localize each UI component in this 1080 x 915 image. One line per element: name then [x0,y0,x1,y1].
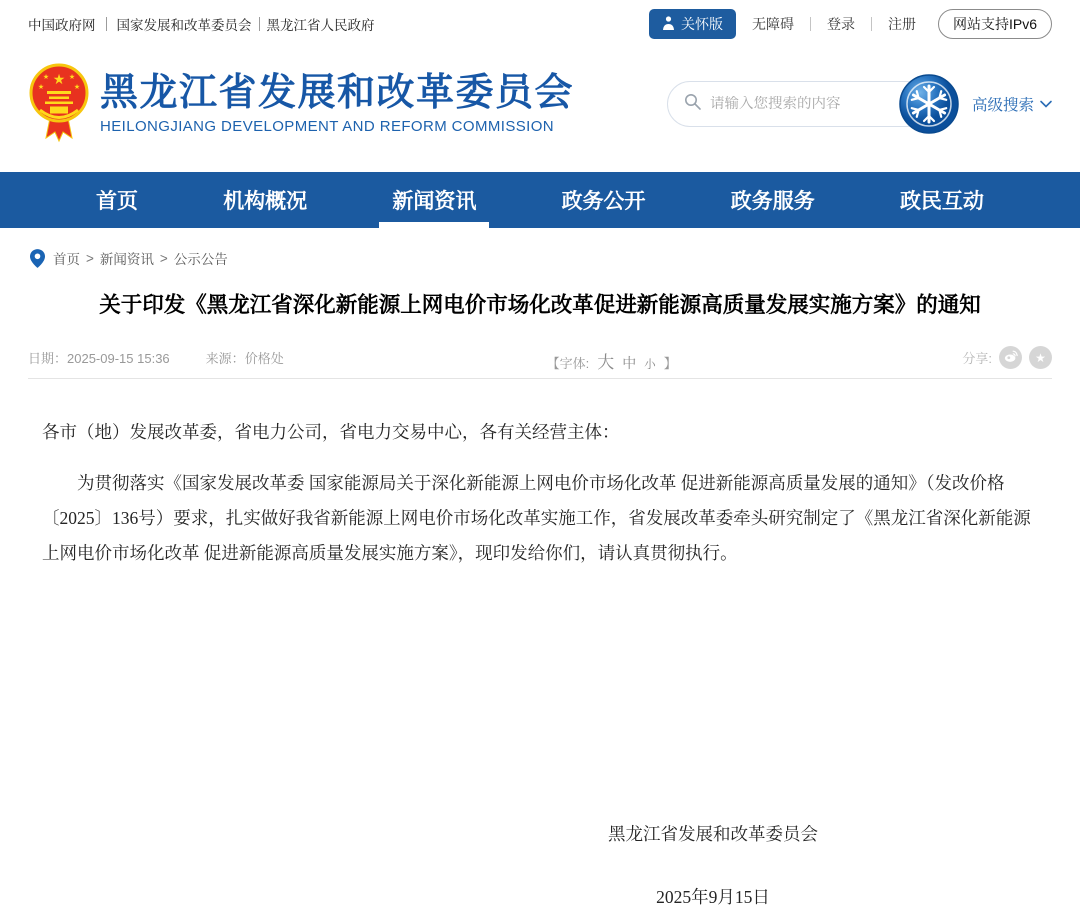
breadcrumb-home[interactable]: 首页 [53,252,80,267]
top-utility-bar [0,0,1080,48]
nav-item-interaction[interactable]: 政民互动 [899,190,984,213]
link-hlj-gov[interactable]: 黑龙江省人民政府 [266,18,375,33]
accessibility-link[interactable]: 无障碍 [751,16,794,32]
nav-item-home[interactable]: 首页 [96,190,138,213]
divider [871,17,872,31]
font-size-small-button[interactable]: 小 [644,359,656,372]
location-pin-icon [30,249,45,268]
advanced-search-label: 高级搜索 [971,97,1034,114]
date-label: 日期： [28,351,68,367]
font-widget-close: 】 [663,356,677,372]
article-meta [28,346,1052,373]
site-title-english: HEILONGJIANG DEVELOPMENT AND REFORM COMMISSION [100,118,555,136]
site-brand [100,73,574,136]
font-size-medium-button[interactable]: 中 [622,355,637,372]
signature-name: 黑龙江省发展和改革委员会 [608,824,818,845]
article-paragraph: 为贯彻落实《国家发展改革委 国家能源局关于深化新能源上网电价市场化改革 促进新能源高质量发展的通知》（发改价格〔2025〕136号）要求，扎实做好我省新能源上网电价市场化改革实施工作，省发展改革委牵头研究制定了《黑龙江省深化新能源上网电价市场化改革 促进新能源高质量发展实施方案》，现印发给你们，请认真贯彻执行。 [42,473,1031,564]
breadcrumb-announcements[interactable]: 公示公告 [173,252,228,267]
share-label: 分享: [962,351,992,367]
care-mode-label: 关怀版 [680,16,723,32]
search-zone [667,74,1052,134]
weibo-share-button[interactable] [999,346,1022,369]
main-nav [0,172,1080,228]
person-icon [662,16,675,33]
svg-text:★: ★ [52,70,66,87]
svg-text:★: ★ [42,73,50,81]
font-size-widget [547,348,677,373]
ipv6-badge: 网站支持IPv6 [938,9,1052,39]
magnifier-icon[interactable] [684,93,701,115]
divider [810,17,811,31]
site-title: 黑龙江省发展和改革委员会 [100,71,575,114]
search-input[interactable] [710,96,912,112]
care-mode-button[interactable] [649,9,736,39]
svg-text:★: ★ [37,83,45,91]
snowflake-button[interactable] [899,74,959,134]
source-label: 来源： [205,351,245,367]
nav-item-organization[interactable]: 机构概况 [223,190,308,213]
share-zone [962,346,1052,369]
nav-item-gov-disclosure[interactable]: 政务公开 [561,190,646,213]
nav-item-gov-services[interactable]: 政务服务 [730,190,815,213]
chevron-down-icon [1040,95,1052,113]
breadcrumb-separator: > [159,250,168,266]
star-icon: ★ [1035,350,1046,365]
gov-links [28,14,375,34]
favorite-share-button[interactable] [1029,346,1052,369]
meta-source [206,348,284,367]
register-link[interactable]: 注册 [887,16,916,32]
svg-text:★: ★ [73,83,81,91]
article-paragraph: 各市（地）发展改革委，省电力公司，省电力交易中心，各有关经营主体： [42,422,620,443]
weibo-icon [1004,349,1018,366]
article-body [0,379,1080,915]
signature-date: 2025年9月15日 [656,887,770,908]
signature-block [563,817,863,915]
date-value: 2025-09-15 15:36 [67,351,170,367]
link-china-gov[interactable]: 中国政府网 [28,18,96,33]
svg-text:★: ★ [68,73,76,81]
meta-date-source [28,348,320,367]
breadcrumb-separator: > [86,250,94,266]
login-link[interactable]: 登录 [826,16,855,32]
page-title: 关于印发《黑龙江省深化新能源上网电价市场化改革促进新能源高质量发展实施方案》的通知 [99,293,981,317]
link-ndrc[interactable]: 国家发展和改革委员会 [116,18,252,33]
breadcrumb [30,248,1080,268]
nav-item-news[interactable]: 新闻资讯 [384,172,484,228]
source-value: 价格处 [244,351,284,367]
meta-date [28,348,170,367]
national-emblem-icon [28,62,90,149]
font-widget-open: 【字体: [546,356,590,372]
breadcrumb-news[interactable]: 新闻资讯 [99,252,154,267]
divider [259,17,260,31]
divider [106,17,107,31]
advanced-search-link[interactable] [972,93,1052,115]
account-links [649,9,1052,39]
site-header [0,48,1080,160]
search-box [667,81,929,127]
snowflake-icon [899,122,959,137]
font-size-large-button[interactable]: 大 [597,353,615,373]
